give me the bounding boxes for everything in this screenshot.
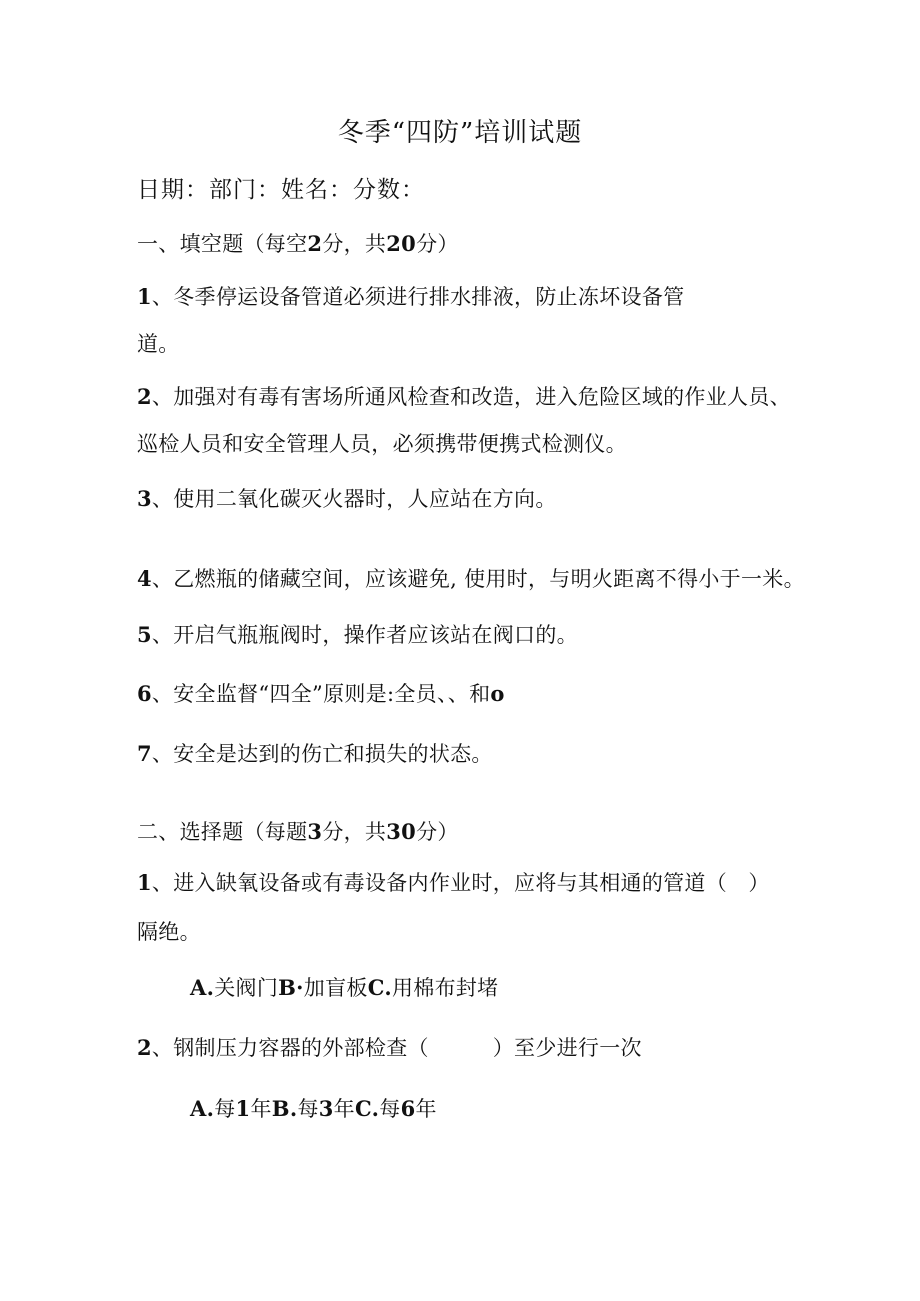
question-number: 2 [137,1035,152,1060]
section-2-heading-text: 分） [416,820,459,844]
s1-question-4 [137,565,805,593]
section-1-total-points: 20 [386,231,417,256]
section-1-heading [137,230,459,258]
question-number: 1 [137,870,152,895]
question-text: 、使用二氧化碳灭火器时，人应站在方向。 [151,487,557,511]
question-text: 、乙燃瓶的储藏空间，应该避免, 使用时，与明火距离不得小于一米。 [151,567,805,591]
option-c-text: 用棉布封堵 [391,976,499,1000]
question-number: 5 [137,622,152,647]
question-text: 、安全监督“四全”原则是:全员、、和 [151,682,491,706]
question-number: 7 [137,741,152,766]
page-title: 冬季“四防”培训试题 [337,118,583,148]
option-c-text: 每 [379,1097,401,1121]
question-number: 6 [137,681,152,706]
s1-question-2-continued: 巡检人员和安全管理人员，必须携带便携式检测仪。 [137,432,627,456]
option-a-letter: A. [190,1096,215,1121]
section-2-points-per-question: 3 [307,819,323,844]
question-text: 、开启气瓶瓶阀时，操作者应该站在阀口的。 [151,623,578,647]
section-1-heading-text: 分，共 [322,232,387,256]
option-a-text: 年 [250,1097,272,1121]
section-2-total-points: 30 [386,819,417,844]
s2-question-2 [137,1034,642,1062]
option-c-text: 年 [415,1097,437,1121]
question-number: 1 [137,284,152,309]
section-2-heading-text: 分，共 [322,820,387,844]
option-b-letter: B· [278,975,304,1000]
s2-question-1 [137,869,770,897]
option-a-text: 关阀门 [214,976,279,1000]
section-2-heading [137,818,459,846]
option-a-number: 1 [235,1096,251,1121]
question-text: 、冬季停运设备管道必须进行排水排液，防止冻坏设备管 [151,285,685,309]
question-text: 、钢制压力容器的外部检查（ ）至少进行一次 [151,1036,642,1060]
s1-question-1-continued: 道。 [137,332,180,356]
question-text: 、进入缺氧设备或有毒设备内作业时，应将与其相通的管道（ ） [151,871,770,895]
option-c-letter: C. [354,1096,380,1121]
option-c-number: 6 [400,1096,416,1121]
exam-header-fields: 日期：部门：姓名：分数： [137,177,425,203]
s1-question-1 [137,283,684,311]
s2-question-2-options [190,1095,437,1123]
s1-question-6 [137,680,505,708]
option-b-number: 3 [318,1096,334,1121]
question-number: 2 [137,384,152,409]
s1-question-7 [137,740,493,768]
option-b-text: 每 [297,1097,319,1121]
question-text: 、安全是达到的伤亡和损失的状态。 [151,742,493,766]
option-c-letter: C. [367,975,392,1000]
option-a-letter: A. [190,975,215,1000]
section-1-points-per-blank: 2 [307,231,323,256]
question-tail: o [490,681,505,706]
question-number: 3 [137,486,152,511]
section-2-heading-text: 二、选择题（每题 [137,820,308,844]
s1-question-2 [137,383,791,411]
s2-question-1-continued: 隔绝。 [137,920,201,944]
option-b-letter: B. [271,1096,298,1121]
option-a-text: 每 [214,1097,236,1121]
question-text: 、加强对有毒有害场所通风检查和改造，进入危险区域的作业人员、 [151,385,791,409]
section-1-heading-text: 分） [416,232,459,256]
option-b-text: 加盲板 [303,976,368,1000]
s2-question-1-options [190,974,498,1002]
s1-question-3 [137,485,557,513]
question-number: 4 [137,566,152,591]
section-1-heading-text: 一、填空题（每空 [137,232,308,256]
s1-question-5 [137,621,578,649]
option-b-text: 年 [333,1097,355,1121]
